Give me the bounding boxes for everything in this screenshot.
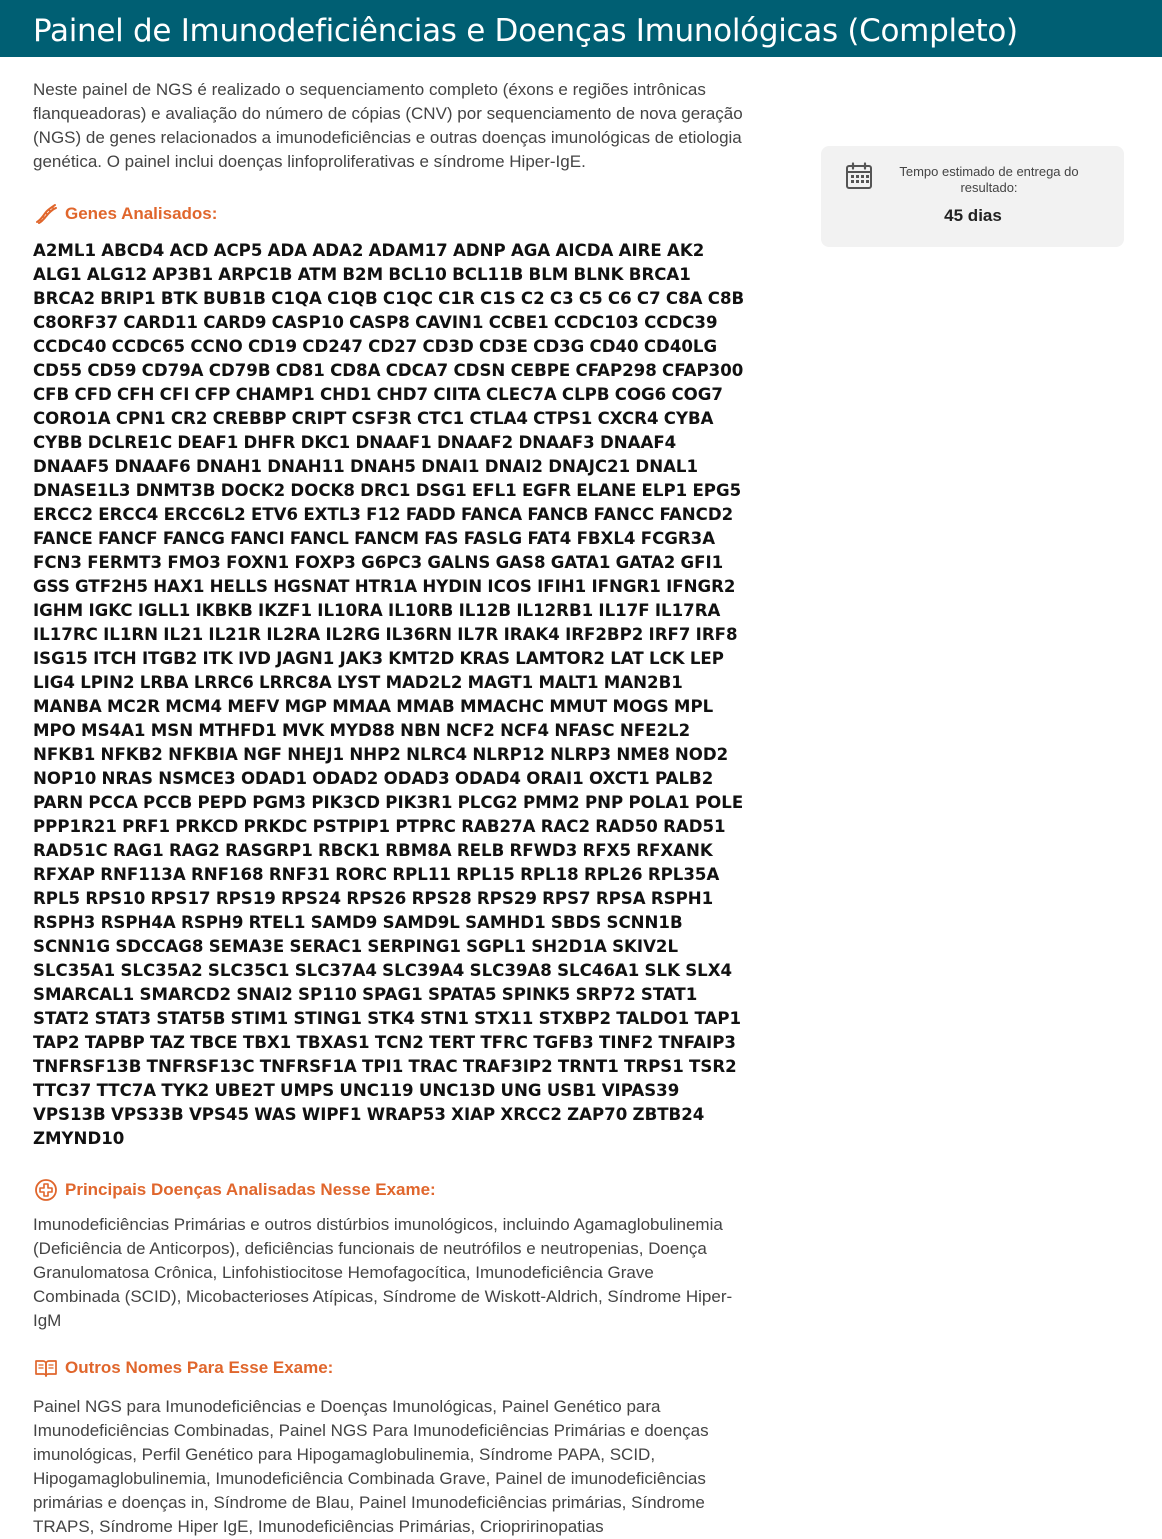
other-names-section-header (33, 1355, 745, 1381)
other-names-text: Painel NGS para Imunodeficiências e Doenças Imunológicas, Painel Genético para Imunodeficiências Combinadas, Painel NGS Para Imunodeficiências Primárias e doenças imunológicas, Perfil Genético para Hipogamaglobulinemia, Síndrome PAPA, SCID, Hipogamaglobulinemia, Imunodeficiência Combinada Grave, Painel de imunodeficiências primárias e doenças in, Síndrome de Blau, Painel Imunodeficiências primárias, Síndrome TRAPS, Síndrome Hiper IgE, Imunodeficiências Primárias, Criopririnopatias (33, 1397, 709, 1536)
genes-section-header (33, 201, 745, 227)
diseases-section-title: Principais Doenças Analisadas Nesse Exame: (65, 1180, 436, 1199)
diseases-section-header (33, 1177, 745, 1203)
dna-icon (33, 201, 59, 227)
other-names-section-title: Outros Nomes Para Esse Exame: (65, 1358, 334, 1377)
delivery-time-value: 45 dias (944, 206, 1002, 225)
delivery-time-card (821, 146, 1124, 247)
open-book-icon (33, 1355, 59, 1381)
calendar-icon (845, 162, 873, 195)
diseases-text: Imunodeficiências Primárias e outros distúrbios imunológicos, incluindo Agamaglobulinemia (Deficiência de Anticorpos), deficiências funcionais de neutrófilos e neutropenias, Doença Granulomatosa Crônica, Linfohistiocitose Hemofagocítica, Imunodeficiência Grave Combinada (SCID), Micobacterioses Atípicas, Síndrome de Wiskott-Aldrich, Síndrome Hiper-IgM (33, 1215, 733, 1330)
plus-circle-icon (33, 1177, 59, 1203)
intro-paragraph: Neste painel de NGS é realizado o sequenciamento completo (éxons e regiões intrônicas flanqueadoras) e avaliação do número de cópias (CNV) por sequenciamento de nova geração (NGS) de genes relacionados a imunodeficiências e outras doenças imunológicas de etiologia genética. O painel inclui doenças linfoproliferativas e síndrome Hiper-IgE. (33, 80, 743, 171)
genes-section-title: Genes Analisados: (65, 204, 218, 223)
gene-list: A2ML1 ABCD4 ACD ACP5 ADA ADA2 ADAM17 ADNP AGA AICDA AIRE AK2 ALG1 ALG12 AP3B1 ARPC1B ATM B2M BCL10 BCL11B BLM BLNK BRCA1 BRCA2 BRIP1 BTK BUB1B C1QA C1QB C1QC C1R C1S C2 C3 C5 C6 C7 C8A C8B C8ORF37 CARD11 CARD9 CASP10 CASP8 CAVIN1 CCBE1 CCDC103 CCDC39 CCDC40 CCDC65 CCNO CD19 CD247 CD27 CD3D CD3E CD3G CD40 CD40LG CD55 CD59 CD79A CD79B CD81 CD8A CDCA7 CDSN CEBPE CFAP298 CFAP300 CFB CFD CFH CFI CFP CHAMP1 CHD1 CHD7 CIITA CLEC7A CLPB COG6 COG7 CORO1A CPN1 CR2 CREBBP CRIPT CSF3R CTC1 CTLA4 CTPS1 CXCR4 CYBA CYBB DCLRE1C DEAF1 DHFR DKC1 DNAAF1 DNAAF2 DNAAF3 DNAAF4 DNAAF5 DNAAF6 DNAH1 DNAH11 DNAH5 DNAI1 DNAI2 DNAJC21 DNAL1 DNASE1L3 DNMT3B DOCK2 DOCK8 DRC1 DSG1 EFL1 EGFR ELANE ELP1 EPG5 ERCC2 ERCC4 ERCC6L2 ETV6 EXTL3 F12 FADD FANCA FANCB FANCC FANCD2 FANCE FANCF FANCG FANCI FANCL FANCM FAS FASLG FAT4 FBXL4 FCGR3A FCN3 FERMT3 FMO3 FOXN1 FOXP3 G6PC3 GALNS GAS8 GATA1 GATA2 GFI1 GSS GTF2H5 HAX1 HELLS HGSNAT HTR1A HYDIN ICOS IFIH1 IFNGR1 IFNGR2 IGHM IGKC IGLL1 IKBKB IKZF1 IL10RA IL10RB IL12B IL12RB1 IL17F IL17RA IL17RC IL1RN IL21 IL21R IL2RA IL2RG IL36RN IL7R IRAK4 IRF2BP2 IRF7 IRF8 ISG15 ITCH ITGB2 ITK IVD JAGN1 JAK3 KMT2D KRAS LAMTOR2 LAT LCK LEP LIG4 LPIN2 LRBA LRRC6 LRRC8A LYST MAD2L2 MAGT1 MALT1 MAN2B1 MANBA MC2R MCM4 MEFV MGP MMAA MMAB MMACHC MMUT MOGS MPL MPO MS4A1 MSN MTHFD1 MVK MYD88 NBN NCF2 NCF4 NFASC NFE2L2 NFKB1 NFKB2 NFKBIA NGF NHEJ1 NHP2 NLRC4 NLRP12 NLRP3 NME8 NOD2 NOP10 NRAS NSMCE3 ODAD1 ODAD2 ODAD3 ODAD4 ORAI1 OXCT1 PALB2 PARN PCCA PCCB PEPD PGM3 PIK3CD PIK3R1 PLCG2 PMM2 PNP POLA1 POLE PPP1R21 PRF1 PRKCD PRKDC PSTPIP1 PTPRC RAB27A RAC2 RAD50 RAD51 RAD51C RAG1 RAG2 RASGRP1 RBCK1 RBM8A RELB RFWD3 RFX5 RFXANK RFXAP RNF113A RNF168 RNF31 RORC RPL11 RPL15 RPL18 RPL26 RPL35A RPL5 RPS10 RPS17 RPS19 RPS24 RPS26 RPS28 RPS29 RPS7 RPSA RSPH1 RSPH3 RSPH4A RSPH9 RTEL1 SAMD9 SAMD9L SAMHD1 SBDS SCNN1B SCNN1G SDCCAG8 SEMA3E SERAC1 SERPING1 SGPL1 SH2D1A SKIV2L SLC35A1 SLC35A2 SLC35C1 SLC37A4 SLC39A4 SLC39A8 SLC46A1 SLK SLX4 SMARCAL1 SMARCD2 SNAI2 SP110 SPAG1 SPATA5 SPINK5 SRP72 STAT1 STAT2 STAT3 STAT5B STIM1 STING1 STK4 STN1 STX11 STXBP2 TALDO1 TAP1 TAP2 TAPBP TAZ TBCE TBX1 TBXAS1 TCN2 TERT TFRC TGFB3 TINF2 TNFAIP3 TNFRSF13B TNFRSF13C TNFRSF1A TPI1 TRAC TRAF3IP2 TRNT1 TRPS1 TSR2 TTC37 TTC7A TYK2 UBE2T UMPS UNC119 UNC13D UNG USB1 VIPAS39 VPS13B VPS33B VPS45 WAS WIPF1 WRAP53 XIAP XRCC2 ZAP70 ZBTB24 ZMYND10 (33, 241, 745, 1148)
page-header (0, 0, 1162, 57)
main-content (33, 78, 745, 1539)
delivery-time-label: Tempo estimado de entrega do resultado: (899, 164, 1079, 195)
page-title: Painel de Imunodeficiências e Doenças Imunológicas (Completo) (33, 13, 1018, 49)
